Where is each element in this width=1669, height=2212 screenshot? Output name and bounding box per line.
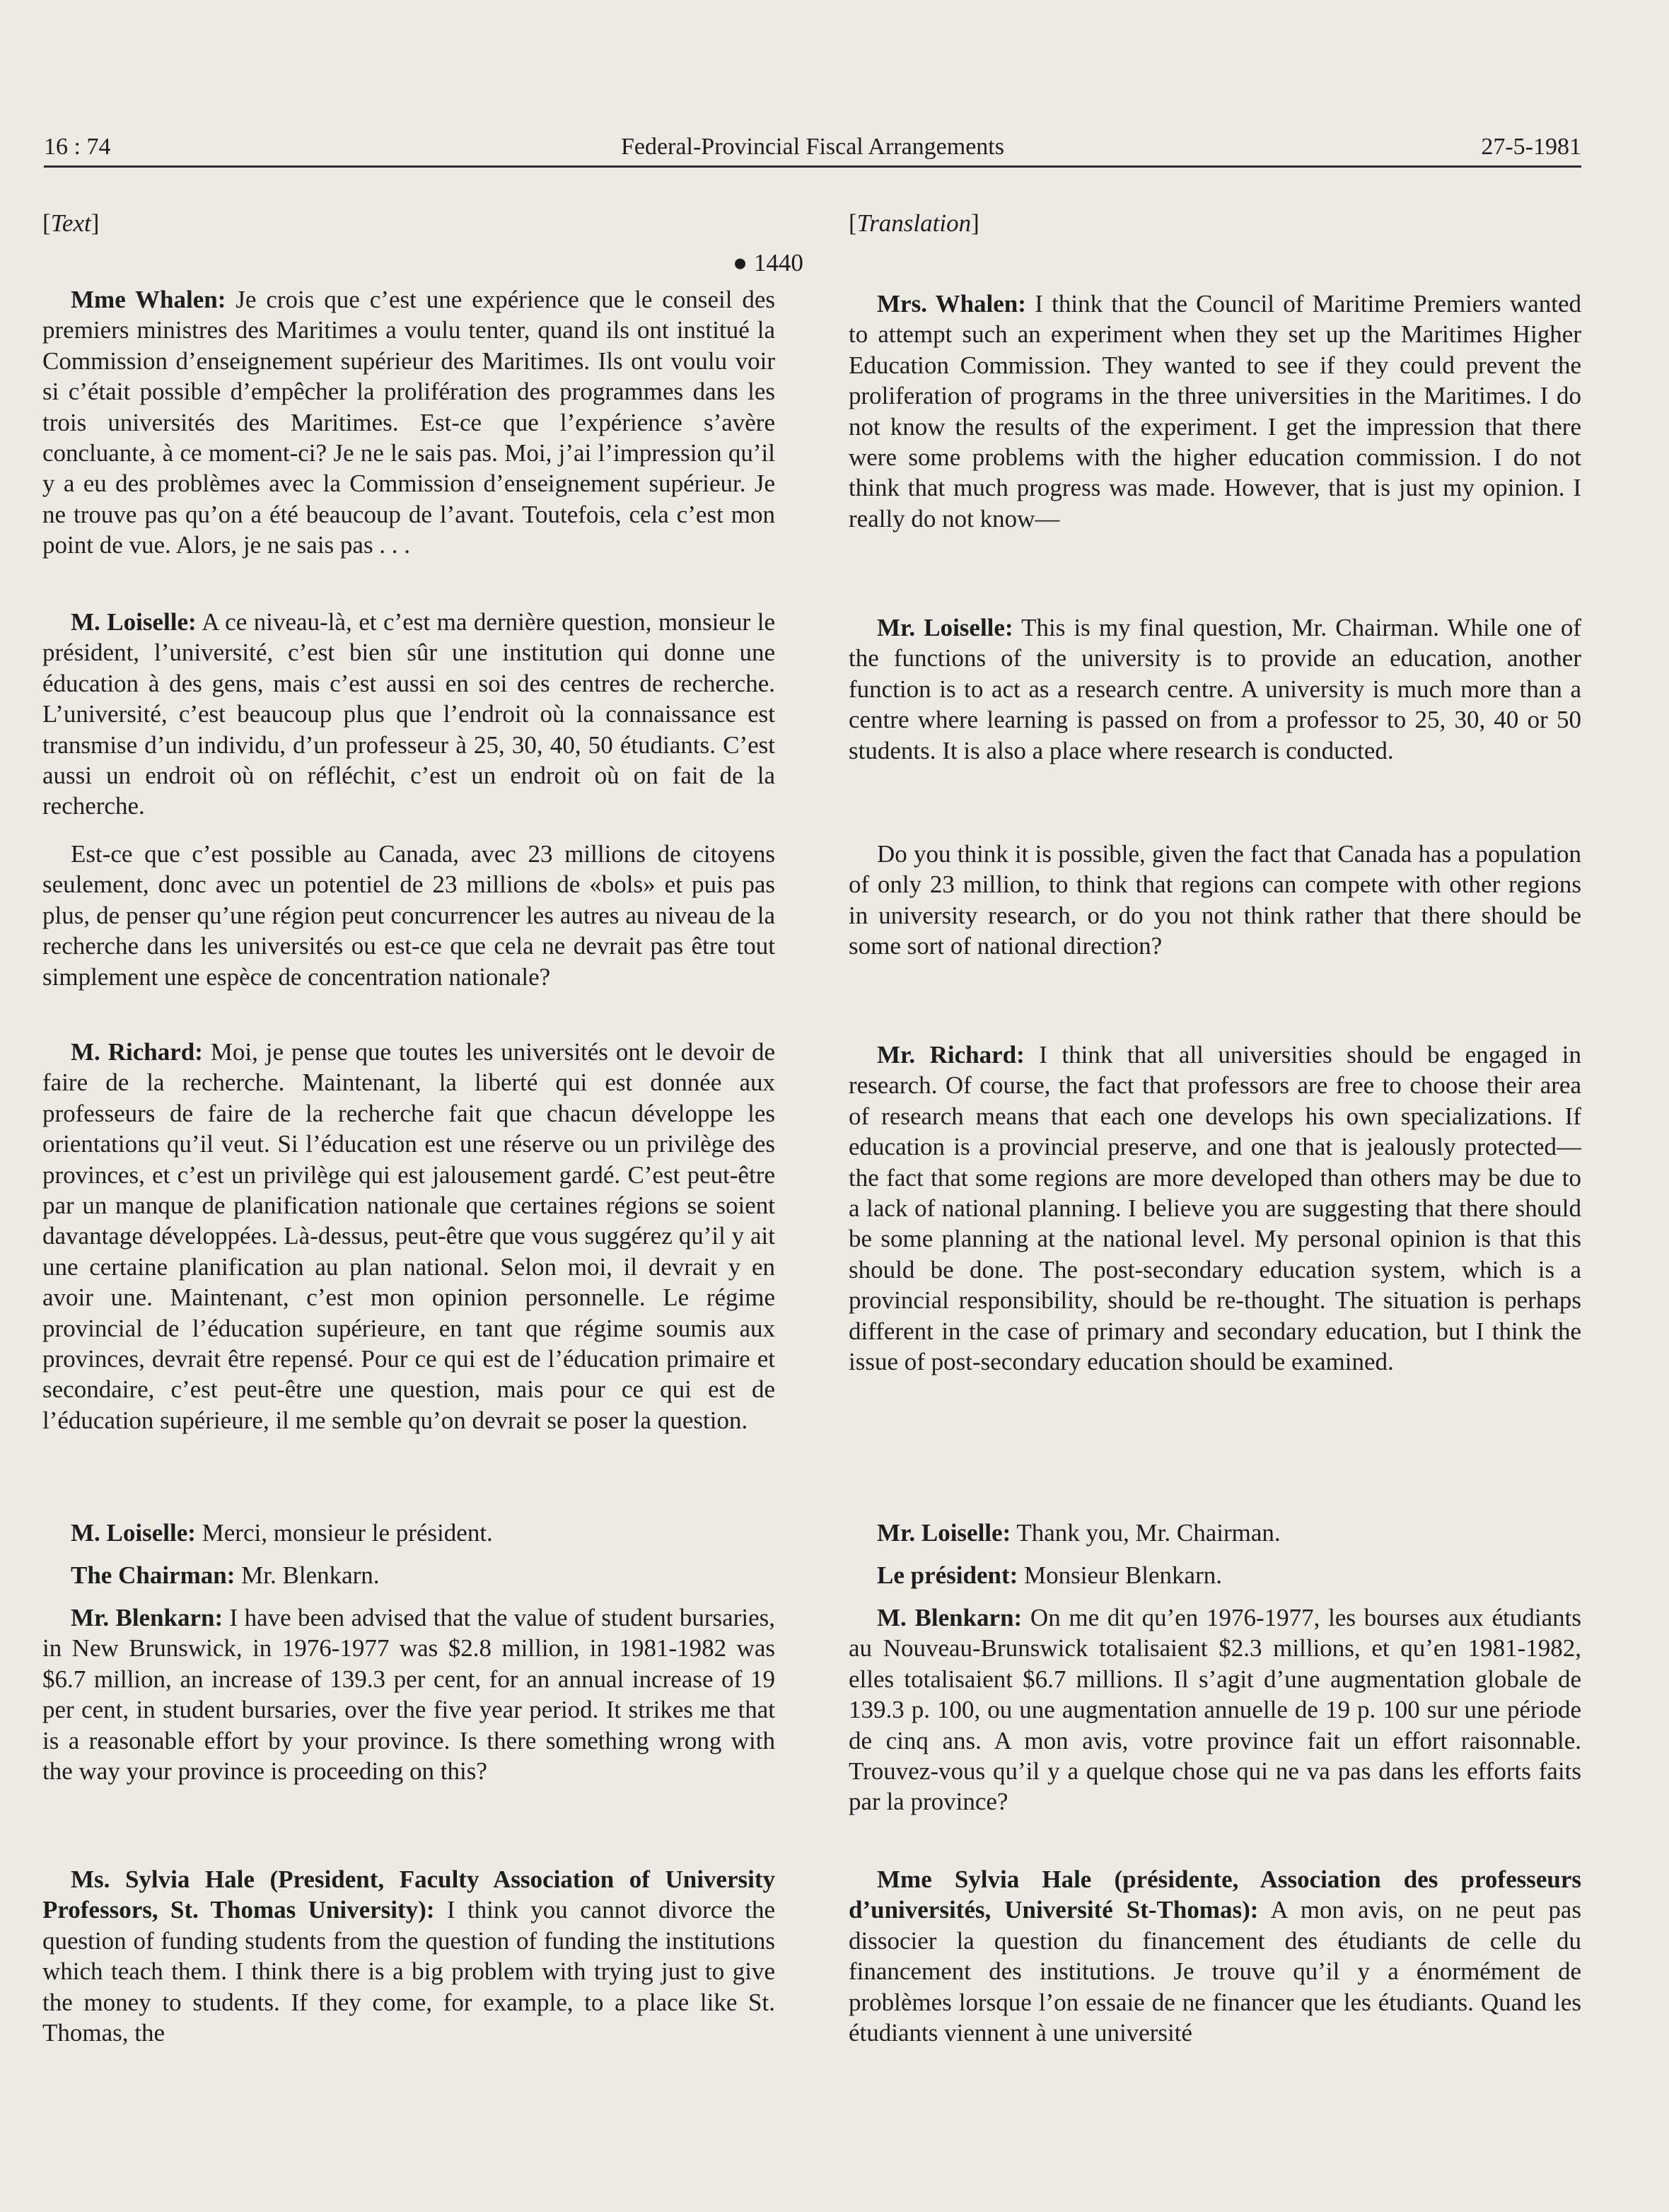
left-paragraph-whalen: Mme Whalen: Je crois que c’est une expérience que le conseil des premiers ministres des Maritimes a voulu tenter, quand ils ont institué la Commission d’enseignement supérieur des Maritimes. Ils ont voulu voir si c’était possible d’empêcher la prolifération des programmes dans les trois universités des Maritimes. Est-ce que l’expérience s’avère concluante, à ce moment-ci? Je ne le sais pas. Moi, j’ai l’impression qu’il y a eu des problèmes avec la Commission d’enseignement supérieur. Je ne trouve pas qu’on a été beaucoup de l’avant. Toutefois, cela c’est mon point de vue. Alors, je ne sais pas . . . — [42, 286, 776, 559]
text-marker: [Text] — [42, 209, 100, 237]
right-paragraph-loiselle-cont: Do you think it is possible, given the fact that Canada has a population of only 23 million, to think that regions can compete with other regions in university research, or do you not think rather that there should be some sort of national direction? — [849, 840, 1581, 960]
document-date: 27-5-1981 — [1481, 134, 1581, 160]
document-title: Federal-Provincial Fiscal Arrangements — [621, 134, 1004, 160]
right-paragraph-hale: Mme Sylvia Hale (présidente, Association des professeurs d’universités, Université St-Thomas): A mon avis, on ne peut pas dissocier la question du financement des étudiants de celle du financement des institutions. Je trouve qu’il y a énormément de problèmes lorsque l’on essaie de ne financer que les étudiants. Quand les étudiants viennent à une université — [849, 1865, 1581, 2047]
right-paragraph-richard: Mr. Richard: I think that all universities should be engaged in research. Of course, the fact that professors are free to choose their area of research means that each one develops his own specializations. If education is a provincial preserve, and one that is jealously protected—the fact that some regions are more developed than others may be due to a lack of national planning. I believe you are suggesting that there should be some planning at the national level. My personal opinion is that this should be done. The post-secondary education system, which is a provincial responsibility, should be re-thought. The situation is perhaps different in the case of primary and secondary education, but I think the issue of post-secondary education should be examined. — [849, 1041, 1582, 1376]
right-paragraph-loiselle: Mr. Loiselle: This is my final question, Mr. Chairman. While one of the functions of the university is to provide an education, another function is to act as a research centre. A university is much more than a centre where learning is passed on from a professor to 25, 30, 40 or 50 students. It is also a place where research is conducted. — [849, 614, 1582, 764]
page-reference: ● 1440 — [733, 249, 803, 276]
page-header — [44, 129, 1581, 165]
right-paragraph-president: Le président: Monsieur Blenkarn. — [877, 1561, 1222, 1589]
left-paragraph-loiselle-cont: Est-ce que c’est possible au Canada, avec 23 millions de citoyens seulement, donc avec un potentiel de 23 millions de «bols» et puis pas plus, de penser qu’une région peut concurrencer les autres au niveau de la recherche dans les universités ou est-ce que cela ne devrait pas être tout simplement une espèce de concentration nationale? — [42, 840, 775, 991]
left-paragraph-loiselle: M. Loiselle: A ce niveau-là, et c’est ma dernière question, monsieur le président, l’université, c’est bien sûr une institution qui donne une éducation à des gens, mais c’est aussi en soi des centres de recherche. L’université, c’est beaucoup plus que l’endroit où la connaissance est transmise d’un individu, d’un professeur à 25, 30, 40, 50 étudiants. C’est aussi un endroit où on réfléchit, c’est un endroit où on fait de la recherche. — [42, 608, 775, 820]
left-paragraph-loiselle-thanks: M. Loiselle: Merci, monsieur le président. — [71, 1519, 493, 1547]
left-paragraph-richard: M. Richard: Moi, je pense que toutes les universités ont le devoir de faire de la recherche. Maintenant, la liberté qui est donnée aux professeurs de faire de la recherche fait que chacun développe les orientations qu’il veut. Si l’éducation est une réserve ou un privilège des provinces, et c’est un privilège qui est jalousement gardé. C’est peut-être par un manque de planification nationale que certaines régions se soient davantage développées. Là-dessus, peut-être que vous suggérez qu’il y ait une certaine planification au plan national. Selon moi, il devrait y en avoir une. Maintenant, c’est mon opinion personnelle. Le régime provincial de l’éducation supérieure, en tant que régime soumis aux provinces, devrait être repensé. Pour ce qui est de l’éducation primaire et secondaire, c’est peut-être une question, mais pour ce qui est de l’éducation supérieure, il me semble qu’on devrait se poser la question. — [42, 1038, 775, 1434]
right-paragraph-blenkarn: M. Blenkarn: On me dit qu’en 1976-1977, les bourses aux étudiants au Nouveau-Brunswick totalisaient $2.3 millions, et qu’en 1981-1982, elles totalisaient $6.7 millions. Il s’agit d’une augmentation globale de 139.3 p. 100, ou une augmentation annuelle de 19 p. 100 sur une période de cinq ans. A mon avis, votre province fait un effort raisonnable. Trouvez-vous qu’il y a quelque chose qui ne va pas dans les efforts faits par la province? — [849, 1604, 1581, 1816]
left-paragraph-blenkarn: Mr. Blenkarn: I have been advised that the value of student bursaries, in New Brunswick, in 1976-1977 was $2.8 million, in 1981-1982 was $6.7 million, an increase of 139.3 per cent, for an annual increase of 19 per cent, in student bursaries, over the five year period. It strikes me that is a reasonable effort by your province. Is there something wrong with the way your province is proceeding on this? — [42, 1604, 775, 1786]
right-paragraph-whalen: Mrs. Whalen: I think that the Council of Maritime Premiers wanted to attempt such an experiment when they set up the Maritimes Higher Education Commission. They wanted to see if they could prevent the proliferation of programs in the three universities in the Maritimes. I do not know the results of the experiment. I get the impression that there were some problems with the higher education commission. I do not think that much progress was made. However, that is just my opinion. I really do not know— — [849, 290, 1581, 532]
left-paragraph-chairman: The Chairman: Mr. Blenkarn. — [71, 1561, 380, 1589]
header-rule — [44, 165, 1581, 168]
translation-marker: [Translation] — [849, 209, 979, 237]
left-paragraph-hale: Ms. Sylvia Hale (President, Faculty Association of University Professors, St. Thomas University): I think you cannot divorce the question of funding students from the question of funding the institutions which teach them. I think there is a big problem with trying just to give the money to students. If they come, for example, to a place like St. Thomas, the — [42, 1865, 776, 2047]
page-number: 16 : 74 — [44, 134, 111, 160]
right-paragraph-loiselle-thanks: Mr. Loiselle: Thank you, Mr. Chairman. — [877, 1519, 1281, 1547]
